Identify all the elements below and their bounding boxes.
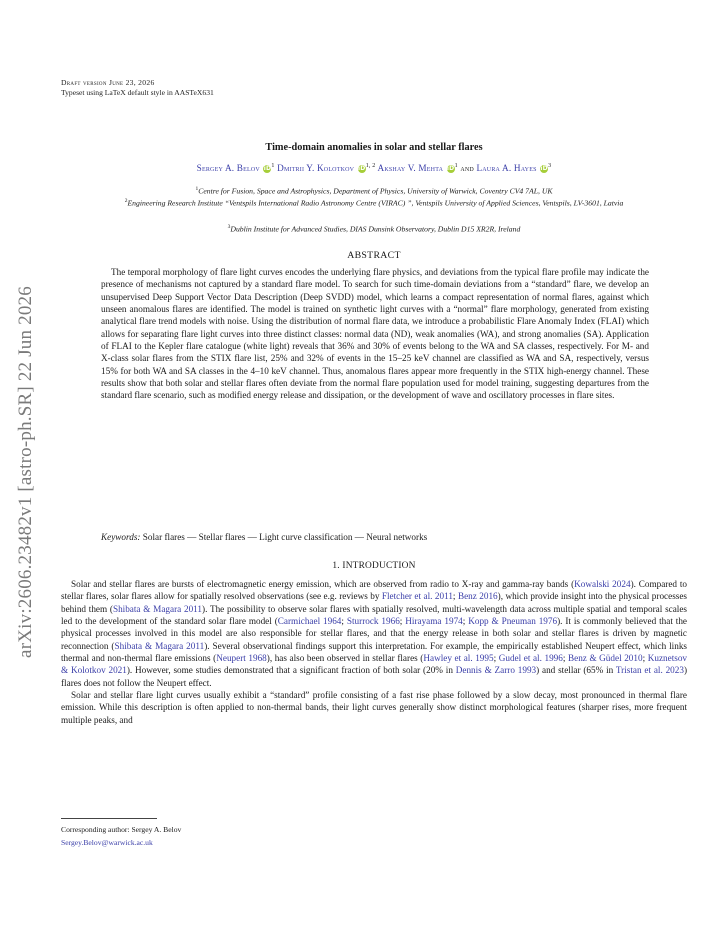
keywords-list: Solar flares — Stellar flares — Light curve classification — Neural networks <box>142 532 428 542</box>
affiliation: $^1$Centre for Fusion, Space and Astrophysics, Department of Physics, University of Warwick, Coventry CV4 7AL, UK <box>195 186 553 196</box>
author-name[interactable]: Laura A. Hayes <box>476 163 537 174</box>
intro-text: ) and stellar (65% in <box>536 665 616 676</box>
intro-text: ; <box>562 653 568 664</box>
introduction-body <box>61 578 687 726</box>
paper-title: Time-domain anomalies in solar and stellar flares <box>265 142 483 153</box>
author-affil-sup: 1 <box>271 163 275 169</box>
intro-text: ; <box>452 591 458 602</box>
intro-text: ; <box>462 616 469 627</box>
author-name[interactable]: Sergey A. Belov <box>196 163 260 174</box>
intro-text: ), which provide insight into the physical processes behind them ( <box>61 591 688 614</box>
citation-link[interactable]: Neupert 1968 <box>216 653 267 664</box>
citation-link[interactable]: Shibata & Magara 2011 <box>112 603 203 614</box>
intro-paragraph-2: Solar and stellar flare light curves usually exhibit a “standard” profile consisting of a fast rise phase followed by a slow decay, most pronounced in thermal flare emission. While this description is often applied to non-thermal bands, their light curves generally show distinct morphological features (sharper rises, more frequent multiple peaks, and <box>61 690 687 725</box>
keywords <box>101 532 649 542</box>
citation-link[interactable]: Sturrock 1966 <box>346 616 400 627</box>
section-heading: 1. INTRODUCTION <box>332 561 416 571</box>
citation-link[interactable]: Dennis & Zarro 1993 <box>455 665 537 676</box>
corresponding-author: Corresponding author: Sergey A. Belov <box>61 825 182 834</box>
citation-link[interactable]: Shibata & Magara 2011 <box>114 640 205 651</box>
intro-text: ; <box>493 653 499 664</box>
intro-text: ). Compared to stellar flares, solar flares allow for spatially resolved observations (see e.g. reviews by <box>61 579 687 602</box>
author-affil-sup: 1, 2 <box>365 163 376 169</box>
author-affil-sup: 3 <box>548 163 552 169</box>
citation-link[interactable]: Gudel et al. 1996 <box>498 653 563 664</box>
author-name[interactable]: Akshay V. Mehta <box>377 163 444 174</box>
citation-link[interactable]: Hirayama 1974 <box>405 616 463 627</box>
intro-text: ; <box>642 653 648 664</box>
intro-text: ). Several observational findings support this interpretation. For example, the empirically established Neupert effect, which links thermal and non-thermal flare emissions ( <box>61 640 687 664</box>
author-email-link[interactable]: Sergey.Belov@warwick.ac.uk <box>61 837 153 847</box>
draft-header <box>61 78 214 97</box>
intro-text: ). However, some studies demonstrated that a significant fraction of both solar (20% in <box>126 665 456 676</box>
citation-link[interactable]: Tristan et al. 2023 <box>615 665 684 676</box>
affiliation: $^2$Engineering Research Institute “Ventspils International Radio Astronomy Centre (VIRAC) ”, Ventspils University of Applied Sciences, Ventspils, LV-3601, Latvia <box>124 198 624 208</box>
author-and: and <box>460 163 474 174</box>
intro-text: ) flares does not follow the Neupert effect. <box>61 665 688 688</box>
abstract-heading: ABSTRACT <box>347 250 401 261</box>
intro-text: ). It is commonly believed that the physical processes involved in this model are also responsible for stellar flares, and that the energy release in both solar and stellar flares is driven by magnetic reconnection ( <box>61 616 688 651</box>
citation-link[interactable]: Kopp & Pneuman 1976 <box>468 616 558 627</box>
keywords-label: Keywords: <box>101 532 141 542</box>
author-list <box>61 163 687 173</box>
abstract-body: The temporal morphology of flare light curves encodes the underlying flare physics, and deviations from the typical flare profile may indicate the presence of mechanisms not captured by a standard flare model. To search for such time-domain deviations from a “standard” flare, we develop an unsupervised Deep Support Vector Data Description (Deep SVDD) model, which learns a compact representation of normal flares, against which unseen anomalous flares are identified. The model is trained on synthetic light curves with a “normal” flare morphology, generated from existing analytical flare trend models with noise. Using the distribution of normal flare data, we introduce a probabilistic Flare Anomaly Index (FLAI) which allows for separating flare light curves into three distinct classes: normal data (ND), weak anomalies (WA), and strong anomalies (SA). Application of FLAI to the Kepler flare catalogue (white light) reveals that 36% and 30% of events belong to the WA and SA classes, respectively. For M- and X-class solar flares from the STIX flare list, 25% and 32% of events in the 15–25 keV channel are classified as WA and SA, respectively, versus 15% for both WA and SA classes in the 4–10 keV channel. Thus, anomalous flares appear more frequently in the STIX high-energy channel. These results show that both solar and stellar flares often deviate from the normal flare population used for model training, suggesting departures from the standard flare scenario, such as modified energy release and dissipation, or the development of wave and oscillatory processes in flare sites. <box>101 267 649 401</box>
intro-text: ; <box>399 616 406 627</box>
affiliation: $^3$Dublin Institute for Advanced Studies, DIAS Dunsink Observatory, Dublin D15 XR2R, Ireland <box>227 224 521 234</box>
intro-text: ). The possibility to observe solar flares with spatially resolved, multi-wavelength data across multiple spatial and temporal scales led to the development of the standard solar flare model ( <box>61 603 688 627</box>
footnote-rule <box>61 818 157 819</box>
orcid-icon[interactable]: iD <box>446 165 455 173</box>
orcid-icon[interactable]: iD <box>357 165 366 173</box>
citation-link[interactable]: Kuznetsov & Kolotkov 2021 <box>61 653 688 676</box>
author-affil-sup: 1 <box>454 163 458 169</box>
author-name[interactable]: Dmitrii Y. Kolotkov <box>277 163 355 174</box>
footnote <box>61 824 181 849</box>
citation-link[interactable]: Fletcher et al. 2011 <box>381 591 453 602</box>
orcid-icon[interactable]: iD <box>263 165 272 173</box>
typeset-line: Typeset using LaTeX default style in AASTeX631 <box>61 87 214 97</box>
citation-link[interactable]: Carmichael 1964 <box>277 616 342 627</box>
intro-text: ), has also been observed in stellar flares ( <box>266 653 424 664</box>
citation-link[interactable]: Benz 2016 <box>457 591 498 602</box>
intro-text: Solar and stellar flares are bursts of electromagnetic energy emission, which are observed from radio to X-ray and gamma-ray bands ( <box>71 579 575 589</box>
citation-link[interactable]: Hawley et al. 1995 <box>423 653 494 664</box>
draft-version: Draft version June 23, 2026 <box>61 78 155 87</box>
arxiv-stamp <box>8 242 44 702</box>
arxiv-stamp-text: arXiv:2606.23482v1 [astro-ph.SR] 22 Jun 2026 <box>15 286 36 658</box>
intro-paragraph-1 <box>61 578 687 689</box>
intro-text: ; <box>341 616 347 627</box>
orcid-icon[interactable]: iD <box>540 165 548 173</box>
citation-link[interactable]: Benz & Güdel 2010 <box>568 653 643 664</box>
citation-link[interactable]: Kowalski 2024 <box>574 579 631 589</box>
